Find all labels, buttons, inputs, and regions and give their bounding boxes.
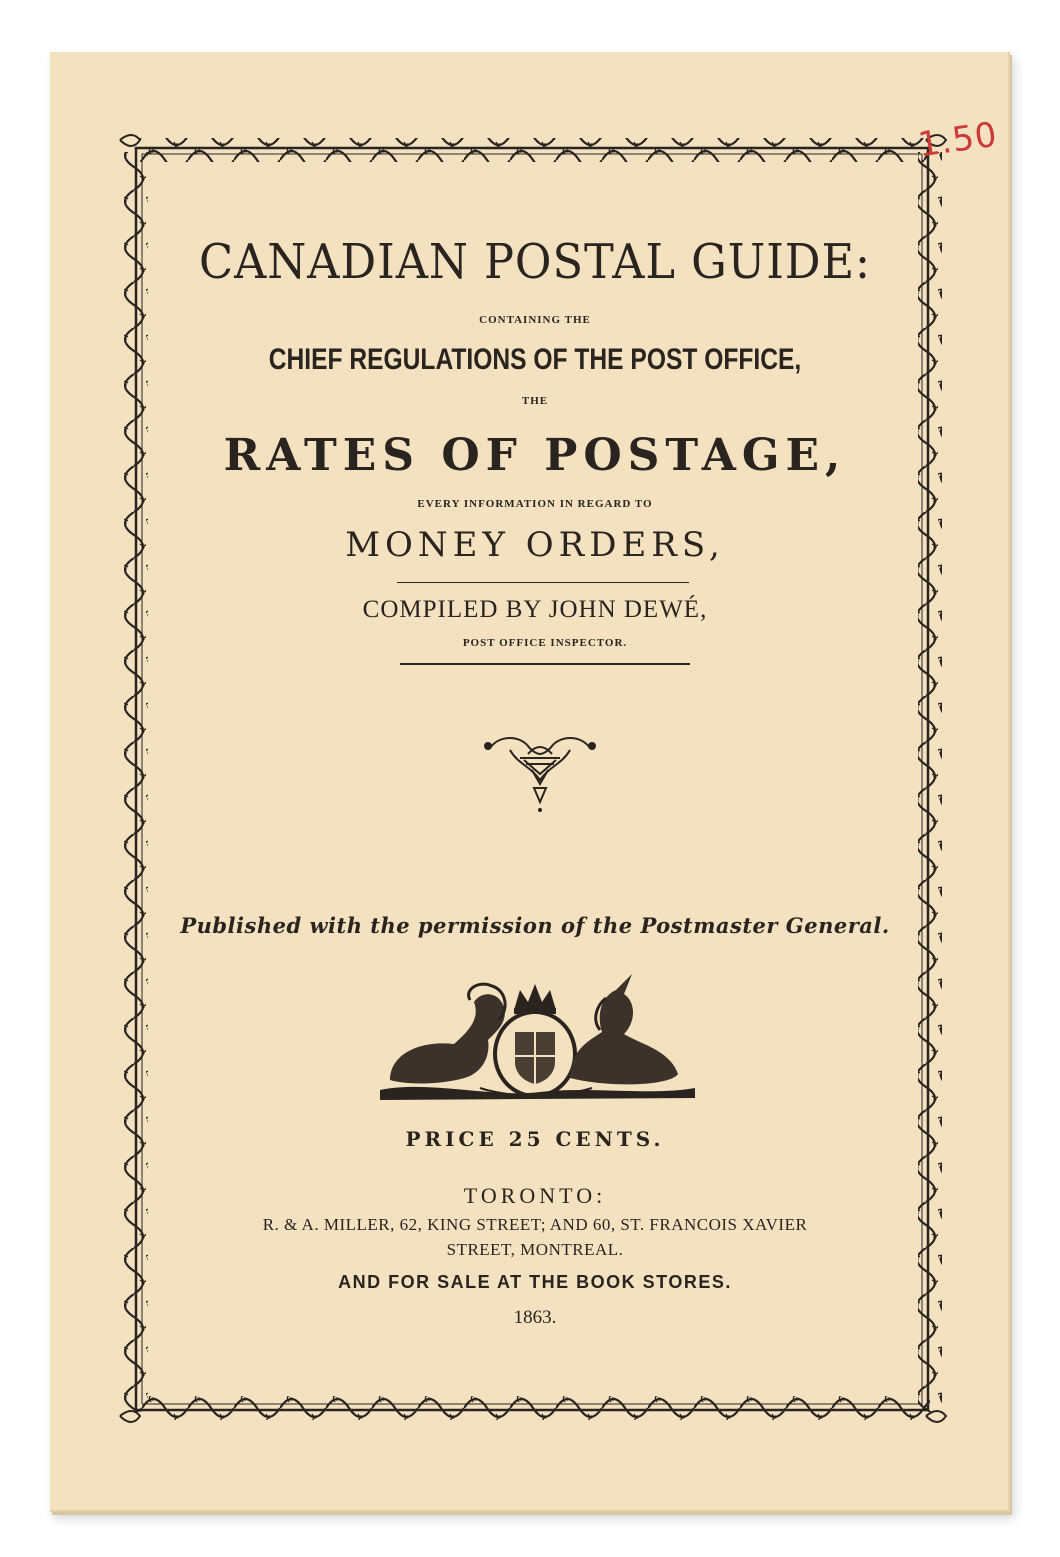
publication-year: 1863. bbox=[513, 1307, 557, 1328]
divider-rule-top bbox=[397, 582, 689, 583]
containing-line: CONTAINING THE bbox=[479, 314, 591, 326]
handwritten-price: 1.50 bbox=[915, 114, 1001, 166]
royal-coat-of-arms-icon bbox=[370, 970, 700, 1110]
publication-permission-line: Published with the permission of the Postmaster General. bbox=[180, 913, 890, 938]
publisher-city: TORONTO: bbox=[463, 1183, 607, 1208]
for-sale-line: AND FOR SALE AT THE BOOK STORES. bbox=[338, 1272, 732, 1292]
price-line: PRICE 25 CENTS. bbox=[405, 1127, 665, 1151]
publisher-address-line-2: STREET, MONTREAL. bbox=[446, 1240, 624, 1259]
publisher-address-line-1: R. & A. MILLER, 62, KING STREET; AND 60, ST. FRANCOIS XAVIER bbox=[262, 1215, 808, 1234]
booklet-cover bbox=[50, 52, 1010, 1512]
book-title: CANADIAN POSTAL GUIDE: bbox=[198, 234, 872, 290]
compiler-title: POST OFFICE INSPECTOR. bbox=[462, 637, 628, 649]
money-orders-line: MONEY ORDERS, bbox=[345, 525, 725, 565]
floral-ornament-icon bbox=[480, 730, 600, 820]
divider-rule-bottom bbox=[400, 663, 690, 665]
the-line: THE bbox=[521, 395, 549, 407]
rates-of-postage-line: RATES OF POSTAGE, bbox=[223, 430, 847, 481]
compiled-by-line: COMPILED BY JOHN DEWÉ, bbox=[362, 596, 708, 623]
every-information-line: EVERY INFORMATION IN REGARD TO bbox=[417, 498, 653, 510]
chief-regulations-line: CHIEF REGULATIONS OF THE POST OFFICE, bbox=[268, 343, 802, 376]
